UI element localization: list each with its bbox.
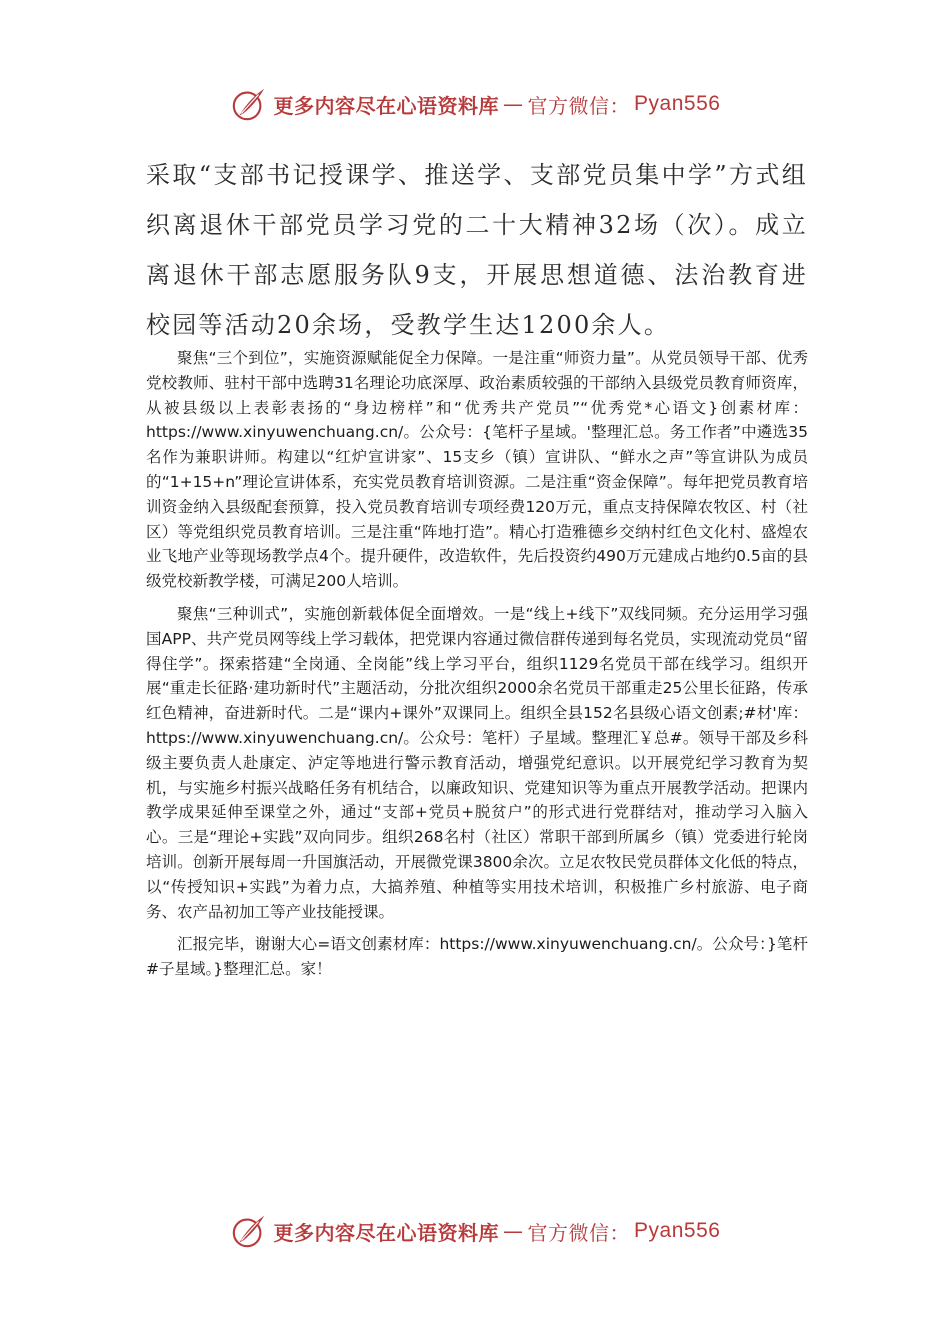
banner-brand: 更多内容尽在心语资料库 (273, 93, 500, 118)
banner-wechat-id: Pyan556 (634, 92, 721, 115)
paragraph-closing: 汇报完毕，谢谢大心=语文创素材库：https://www.xinyuwenchuang.cn/。公众号：}笔杆#子星域。}整理汇总。家！ (146, 935, 808, 979)
header-banner (0, 84, 950, 124)
footer-banner (0, 1211, 950, 1251)
banner-separator: — (503, 1219, 524, 1243)
quill-logo-icon (230, 85, 268, 123)
banner-separator: — (503, 92, 524, 116)
banner-wechat-id: Pyan556 (634, 1219, 721, 1242)
paragraph-resources: 聚焦“三个到位”，实施资源赋能促全力保障。一是注重“师资力量”。从党员领导干部、优秀党校教师、驻村干部中选聘31名理论功底深厚、政治素质较强的干部纳入县级党员教育师资库，从被县级以上表彰表扬的“身边榜样”和“优秀共产党员”“优秀党*心语文}创素材库：https://www.xinyuwenchuang.cn/。公众号：{笔杆子星域。'整理汇总。务工作者”中遴选35名作为兼职讲师。构建以“红炉宣讲家”、15支乡（镇）宣讲队、“鲜水之声”等宣讲队为成员的“1+15+n”理论宣讲体系，充实党员教育培训资源。二是注重“资金保障”。每年把党员教育培训资金纳入县级配套预算，投入党员教育培训专项经费120万元，重点支持保障农牧区、村（社区）等党组织党员教育培训。三是注重“阵地打造”。精心打造雅德乡交纳村红色文化村、盛煌农业飞地产业等现场教学点4个。提升硬件，改造软件，先后投资约490万元建成占地约0.5亩的县级党校新教学楼，可满足200人培训。 (146, 349, 808, 591)
quill-logo-icon (230, 1212, 268, 1250)
banner-wechat-label: 官方微信： (527, 93, 631, 118)
banner-wechat-label: 官方微信： (527, 1220, 631, 1245)
lead-paragraph: 采取“支部书记授课学、推送学、支部党员集中学”方式组织离退休干部党员学习党的二十大精神32场（次）。成立离退休干部志愿服务队9支，开展思想道德、法治教育进校园等活动20余场，受教学生达1200余人。 (146, 161, 808, 339)
document-body (146, 346, 808, 990)
banner-brand: 更多内容尽在心语资料库 (273, 1220, 500, 1245)
paragraph-training: 聚焦“三种训式”，实施创新载体促全面增效。一是“线上+线下”双线同频。充分运用学习强国APP、共产党员网等线上学习载体，把党课内容通过微信群传递到每名党员，实现流动党员“留得住学”。探索搭建“全岗通、全岗能”线上学习平台，组织1129名党员干部在线学习。组织开展“重走长征路·建功新时代”主题活动，分批次组织2000余名党员干部重走25公里长征路，传承红色精神，奋进新时代。二是“课内+课外”双课同上。组织全县152名县级心语文创素;#材'库：https://www.xinyuwenchuang.cn/。公众号：笔杆）子星域。整理汇￥总#。领导干部及乡科级主要负责人赴康定、泸定等地进行警示教育活动，增强党纪意识。以开展党纪学习教育为契机，与实施乡村振兴战略任务有机结合，以廉政知识、党建知识等为重点开展教学活动。把课内教学成果延伸至课堂之外，通过“支部+党员+脱贫户”的形式进行党群结对，推动学习入脑入心。三是“理论+实践”双向同步。组织268名村（社区）常职干部到所属乡（镇）党委进行轮岗培训。创新开展每周一升国旗活动，开展微党课3800余次。立足农牧民党员群体文化低的特点，以“传授知识+实践”为着力点，大搞养殖、种植等实用技术培训，积极推广乡村旅游、电子商务、农产品初加工等产业技能授课。 (146, 604, 808, 921)
